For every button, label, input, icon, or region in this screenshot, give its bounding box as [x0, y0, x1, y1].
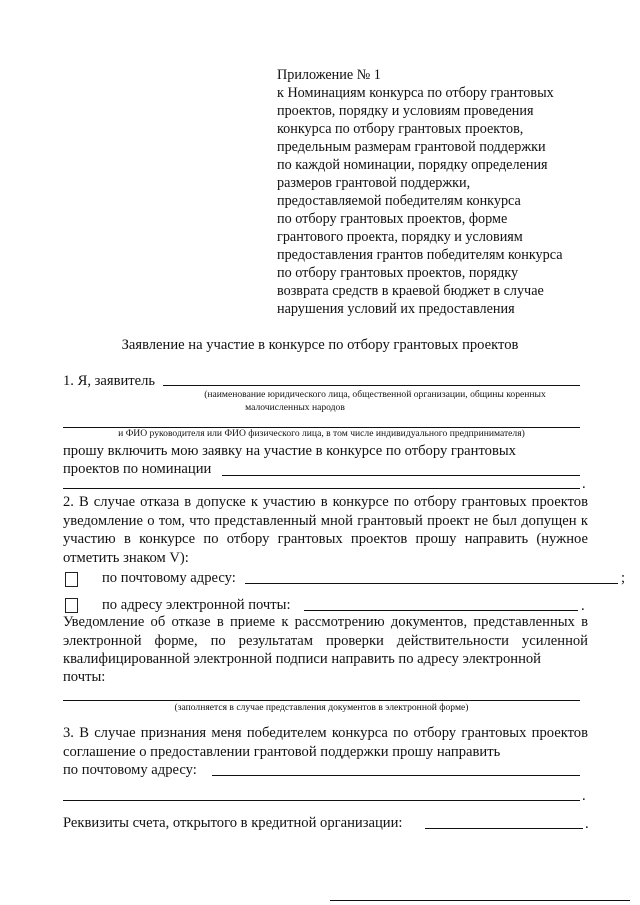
e-signature-hint: (заполняется в случае представления документов в электронной форме) — [174, 702, 469, 713]
annex-line: предоставляемой победителям конкурса — [277, 193, 521, 209]
winner-address-label: по почтовому адресу: — [63, 762, 197, 778]
nomination-label: проектов по номинации — [63, 461, 212, 477]
annex-line: по отбору грантовых проектов, форме — [277, 211, 508, 227]
postal-end: ; — [621, 570, 626, 586]
postal-label: по почтовому адресу: — [102, 570, 236, 586]
nomination-field-continued[interactable] — [63, 488, 580, 489]
winner-address-field[interactable] — [212, 775, 580, 776]
email-end: . — [581, 598, 585, 614]
bank-details-label: Реквизиты счета, открытого в кредитной организации: — [63, 815, 403, 831]
bank-details-end: . — [585, 816, 589, 832]
annex-line: предельным размерам грантовой поддержки — [277, 139, 546, 155]
e-signature-notice-text: Уведомление об отказе в приеме к рассмотрению документов, представленных в электронной форме, по результатам проверки действительности усиленной квалифицированной электронной подписи направить по адресу электронной — [63, 614, 588, 668]
applicant-label: 1. Я, заявитель — [63, 373, 156, 389]
annex-line: по каждой номинации, порядку определения — [277, 157, 548, 173]
email-checkbox[interactable] — [65, 598, 78, 613]
applicant-hint: и ФИО руководителя или ФИО физического лица, в том числе индивидуального предпринимателя) — [118, 428, 525, 439]
document-title: Заявление на участие в конкурсе по отбору грантовых проектов — [121, 337, 519, 353]
footer-divider — [330, 900, 630, 901]
annex-line: конкурса по отбору грантовых проектов, — [277, 121, 524, 137]
applicant-hint: малочисленных народов — [245, 402, 345, 413]
e-signature-email-label: почты: — [63, 669, 106, 685]
line-end-period: . — [582, 476, 586, 492]
annex-line: возврата средств в краевой бюджет в случае — [277, 283, 544, 299]
request-text: прошу включить мою заявку на участие в конкурсе по отбору грантовых — [63, 443, 516, 459]
bank-details-field[interactable] — [425, 828, 583, 829]
annex-line: проектов, порядку и условиям проведения — [277, 103, 534, 119]
annex-line: нарушения условий их предоставления — [277, 301, 515, 317]
applicant-hint: (наименование юридического лица, общественной организации, общины коренных — [204, 389, 546, 400]
postal-checkbox[interactable] — [65, 572, 78, 587]
annex-header — [277, 66, 617, 318]
winner-address-field-continued[interactable] — [63, 800, 580, 801]
annex-line: грантового проекта, порядку и условиям — [277, 229, 523, 245]
email-field[interactable] — [304, 610, 578, 611]
annex-line: к Номинациям конкурса по отбору грантовых — [277, 85, 554, 101]
winner-address-end: . — [582, 788, 586, 804]
refusal-notice-text: 2. В случае отказа в допуске к участию в конкурсе по отбору грантовых проектов уведомление о том, что представленный мной грантовый проект не был допущен к участию в конкурсе по отбору грантовых проектов прошу направить (нужное отметить знаком V): — [63, 494, 588, 566]
postal-address-field[interactable] — [245, 583, 618, 584]
annex-line: Приложение № 1 — [277, 67, 381, 83]
annex-line: предоставления грантов победителям конкурса — [277, 247, 563, 263]
e-signature-email-field[interactable] — [63, 700, 580, 701]
winner-agreement-text: 3. В случае признания меня победителем конкурса по отбору грантовых проектов соглашение о предоставлении грантовой поддержки прошу направить — [63, 725, 588, 760]
email-label: по адресу электронной почты: — [102, 597, 291, 613]
annex-line: по отбору грантовых проектов, порядку — [277, 265, 519, 281]
annex-line: размеров грантовой поддержки, — [277, 175, 471, 191]
applicant-name-field[interactable] — [163, 385, 580, 386]
nomination-field[interactable] — [222, 475, 580, 476]
